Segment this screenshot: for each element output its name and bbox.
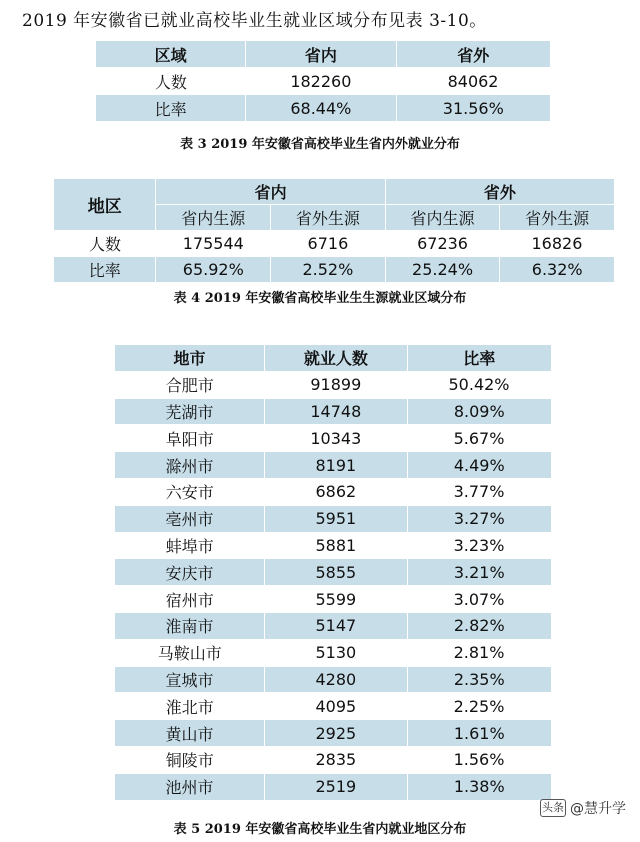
table-source-region	[54, 178, 614, 283]
ratio-cell: 50.42%	[407, 371, 551, 398]
city-cell: 滁州市	[115, 452, 265, 479]
table-header-row	[96, 41, 550, 68]
table-cell: 31.56%	[396, 95, 550, 122]
table-header-row	[115, 345, 551, 372]
table-body	[115, 371, 551, 800]
employed-count-cell: 2519	[265, 773, 407, 800]
subheader-cell: 省外生源	[271, 205, 386, 231]
employed-count-cell: 5881	[265, 532, 407, 559]
table-row	[115, 666, 551, 693]
table-city-distribution	[115, 344, 551, 801]
city-cell: 铜陵市	[115, 746, 265, 773]
table-row	[115, 746, 551, 773]
table-row	[54, 257, 614, 283]
table-row	[115, 693, 551, 720]
city-cell: 芜湖市	[115, 398, 265, 425]
table-row	[115, 612, 551, 639]
toutiao-logo-icon: 头条	[540, 799, 566, 817]
employed-count-cell: 5147	[265, 612, 407, 639]
table-row	[115, 452, 551, 479]
subheader-cell: 省内生源	[156, 205, 271, 231]
city-cell: 淮北市	[115, 693, 265, 720]
ratio-cell: 4.49%	[407, 452, 551, 479]
group-header-cell: 省内	[156, 179, 385, 205]
ratio-cell: 3.07%	[407, 586, 551, 613]
city-cell: 合肥市	[115, 371, 265, 398]
subheader-cell: 省外生源	[500, 205, 614, 231]
employed-count-cell: 5855	[265, 559, 407, 586]
table-row	[115, 773, 551, 800]
city-cell: 黄山市	[115, 720, 265, 747]
employed-count-cell: 4280	[265, 666, 407, 693]
city-cell: 池州市	[115, 773, 265, 800]
row-label: 比率	[54, 257, 156, 283]
header-cell: 地市	[115, 345, 265, 372]
ratio-cell: 3.77%	[407, 478, 551, 505]
table-cell: 68.44%	[246, 95, 396, 122]
table-row	[115, 425, 551, 452]
table-row	[115, 478, 551, 505]
employed-count-cell: 2925	[265, 720, 407, 747]
table-row	[115, 720, 551, 747]
ratio-cell: 2.25%	[407, 693, 551, 720]
group-header-cell: 省外	[385, 179, 614, 205]
employed-count-cell: 4095	[265, 693, 407, 720]
employed-count-cell: 10343	[265, 425, 407, 452]
ratio-cell: 1.56%	[407, 746, 551, 773]
city-cell: 安庆市	[115, 559, 265, 586]
ratio-cell: 1.61%	[407, 720, 551, 747]
table-cell: 2.52%	[271, 257, 386, 283]
city-cell: 马鞍山市	[115, 639, 265, 666]
employed-count-cell: 5130	[265, 639, 407, 666]
header-cell: 就业人数	[265, 345, 407, 372]
city-cell: 蚌埠市	[115, 532, 265, 559]
ratio-cell: 3.27%	[407, 505, 551, 532]
row-label: 人数	[96, 68, 246, 95]
table-cell: 6.32%	[500, 257, 614, 283]
employed-count-cell: 5599	[265, 586, 407, 613]
ratio-cell: 8.09%	[407, 398, 551, 425]
employed-count-cell: 91899	[265, 371, 407, 398]
ratio-cell: 1.38%	[407, 773, 551, 800]
ratio-cell: 5.67%	[407, 425, 551, 452]
table-caption: 表 4 2019 年安徽省高校毕业生生源就业区域分布	[173, 291, 467, 306]
table-caption: 表 5 2019 年安徽省高校毕业生省内就业地区分布	[173, 822, 467, 837]
watermark	[540, 798, 626, 818]
table-cell: 25.24%	[385, 257, 500, 283]
table-cell: 175544	[156, 231, 271, 257]
header-cell: 地区	[54, 179, 156, 231]
city-cell: 阜阳市	[115, 425, 265, 452]
table-row	[115, 371, 551, 398]
ratio-cell: 2.82%	[407, 612, 551, 639]
header-cell: 比率	[407, 345, 551, 372]
table-caption: 表 3 2019 年安徽省高校毕业生省内外就业分布	[180, 137, 460, 152]
employed-count-cell: 2835	[265, 746, 407, 773]
table-row	[115, 559, 551, 586]
employed-count-cell: 5951	[265, 505, 407, 532]
table-row	[54, 231, 614, 257]
watermark-handle: @慧升学	[570, 801, 626, 817]
table-row	[96, 95, 550, 122]
city-cell: 六安市	[115, 478, 265, 505]
city-cell: 宿州市	[115, 586, 265, 613]
intro-paragraph: 2019 年安徽省已就业高校毕业生就业区域分布见表 3-10。	[22, 11, 487, 31]
row-label: 人数	[54, 231, 156, 257]
table-domestic-vs-external	[96, 40, 550, 122]
table-cell: 16826	[500, 231, 614, 257]
table-row	[115, 639, 551, 666]
table-cell: 65.92%	[156, 257, 271, 283]
city-cell: 宣城市	[115, 666, 265, 693]
table-header-row	[54, 179, 614, 205]
city-cell: 亳州市	[115, 505, 265, 532]
table-row	[115, 586, 551, 613]
table-cell: 182260	[246, 68, 396, 95]
employed-count-cell: 6862	[265, 478, 407, 505]
city-cell: 淮南市	[115, 612, 265, 639]
ratio-cell: 3.23%	[407, 532, 551, 559]
employed-count-cell: 14748	[265, 398, 407, 425]
header-cell: 省内	[246, 41, 396, 68]
employed-count-cell: 8191	[265, 452, 407, 479]
ratio-cell: 2.35%	[407, 666, 551, 693]
table-row	[115, 532, 551, 559]
ratio-cell: 2.81%	[407, 639, 551, 666]
header-cell: 省外	[396, 41, 550, 68]
subheader-cell: 省内生源	[385, 205, 500, 231]
table-row	[115, 505, 551, 532]
table-cell: 67236	[385, 231, 500, 257]
table-cell: 84062	[396, 68, 550, 95]
header-cell: 区域	[96, 41, 246, 68]
table-cell: 6716	[271, 231, 386, 257]
table-row	[115, 398, 551, 425]
ratio-cell: 3.21%	[407, 559, 551, 586]
table-row	[96, 68, 550, 95]
row-label: 比率	[96, 95, 246, 122]
